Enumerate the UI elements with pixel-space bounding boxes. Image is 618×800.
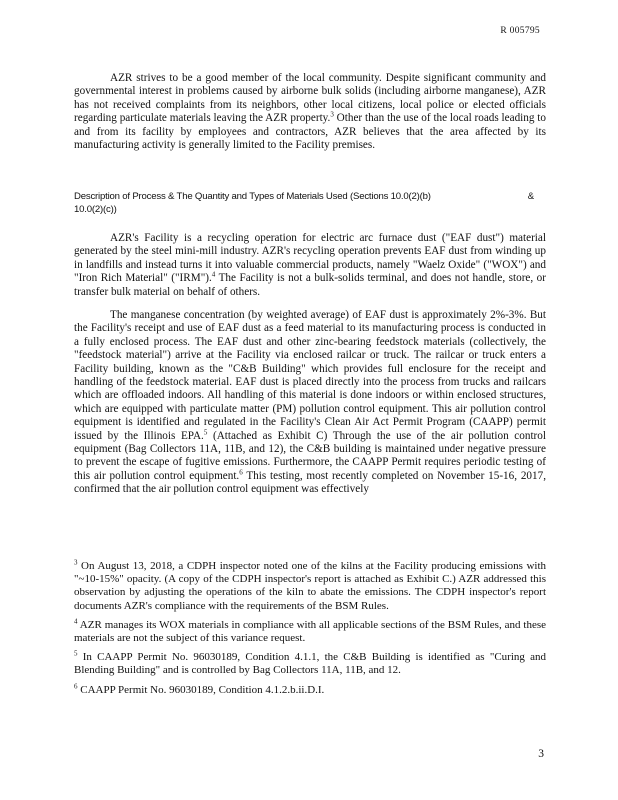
section-heading-line2: 10.0(2)(c)) (74, 204, 117, 215)
footnote-number: 4 (74, 617, 78, 626)
paragraph-text-middle: (Attached as Exhibit C) Through the use of the air pollution control equipment (Bag Collectors 11A, 11B, and 12), the C&B building is maintained under negative pressure to prevent the escape of fugitive emissions. Furthermore, the CAAPP Permit requires periodic testing of this air pollution control equipment. (74, 429, 546, 482)
footnote-ref-6[interactable]: 6 (239, 468, 243, 477)
footnote-number: 3 (74, 558, 78, 567)
footnotes (74, 560, 546, 703)
paragraph-facility (74, 232, 546, 299)
footnote-text: CAAPP Permit No. 96030189, Condition 4.1.2.b.ii.D.I. (77, 683, 325, 696)
paragraph-community (74, 72, 546, 152)
paragraph-text: AZR strives to be a good member of the local community. Despite significant community and governmental interest in problems caused by airborne bulk solids (including airborne manganese), AZR has not received complaints from its neighbors, other local citizens, local police or elected officials regarding particulate materials leaving the AZR property. (74, 72, 546, 125)
footnote-text: In CAAPP Permit No. 96030189, Condition 4.1.1, the C&B Building is identified as "Curing and Blending Building" and is controlled by Bag Collectors 11A, 11B, and 12. (74, 651, 546, 677)
page-number: 3 (538, 748, 544, 760)
section-heading (74, 190, 546, 216)
paragraph-text-continued: Other than the use of the local roads leading to and from its facility by employees and contractors, AZR believes that the area affected by its manufacturing activity is generally limited to the Facility premises. (74, 112, 547, 152)
paragraph-manganese (74, 309, 546, 497)
section-heading-ampersand: & (527, 191, 534, 202)
bates-number: R 005795 (500, 26, 540, 36)
footnote-6 (74, 681, 546, 697)
footnote-number: 5 (74, 649, 78, 658)
paragraph-text: AZR's Facility is a recycling operation for electric arc furnace dust ("EAF dust") material generated by the steel mini-mill industry. AZR's recycling operation prevents EAF dust from winding up in landfills and instead turns it into valuable commercial products, namely "Waelz Oxide" ("WOX") and "Iron Rich Material" ("IRM"). (74, 232, 546, 285)
paragraph-text-continued: This testing, most recently completed on November 15-16, 2017, confirmed that the air pollution control equipment was effectively (74, 469, 547, 496)
footnote-ref-3[interactable]: 3 (330, 110, 334, 119)
footnote-text: On August 13, 2018, a CDPH inspector noted one of the kilns at the Facility producing emissions with "~10-15%" opacity. (A copy of the CDPH inspector's report is attached as Exhibit C.) AZR addressed this observation by adjusting the operations of the kiln to abate the emissions. The CDPH inspector's report documents AZR's compliance with the requirements of the BSM Rules. (74, 560, 546, 612)
footnote-number: 6 (74, 681, 78, 690)
footnote-ref-5[interactable]: 5 (203, 427, 208, 436)
paragraph-text-continued: The Facility is not a bulk-solids terminal, and does not handle, store, or transfer bulk material on behalf of others. (74, 272, 547, 298)
section-heading-text: Description of Process & The Quantity and Types of Materials Used (Sections 10.0(2)(b) (74, 191, 431, 202)
footnote-ref-4[interactable]: 4 (211, 270, 216, 279)
paragraph-text: The manganese concentration (by weighted average) of EAF dust is approximately 2%-3%. But the Facility's receipt and use of EAF dust as a feed material to its manufacturing process is conducted in a fully enclosed process. The EAF dust and other zinc-bearing feedstock materials (collectively, the "feedstock material") arrive at the Facility via enclosed railcar or truck. The railcar or truck enters a Facility building, known as the "C&B Building" which provides full enclosure for the receipt and handling of the feedstock material. EAF dust is placed directly into the process from trucks and railcars which are offloaded indoors. All handling of this material is done indoors or within enclosed structures, which are equipped with particulate matter (PM) pollution control equipment. This air pollution control equipment is identified and regulated in the Facility's Clean Air Act Permit Program (CAAPP) permit issued by the Illinois EPA. (74, 309, 546, 442)
footnote-3 (74, 560, 546, 613)
footnote-5 (74, 651, 546, 677)
footnote-text: AZR manages its WOX materials in compliance with all applicable sections of the BSM Rules, and these materials are not the subject of this variance request. (74, 618, 546, 645)
footnote-4 (74, 619, 546, 645)
